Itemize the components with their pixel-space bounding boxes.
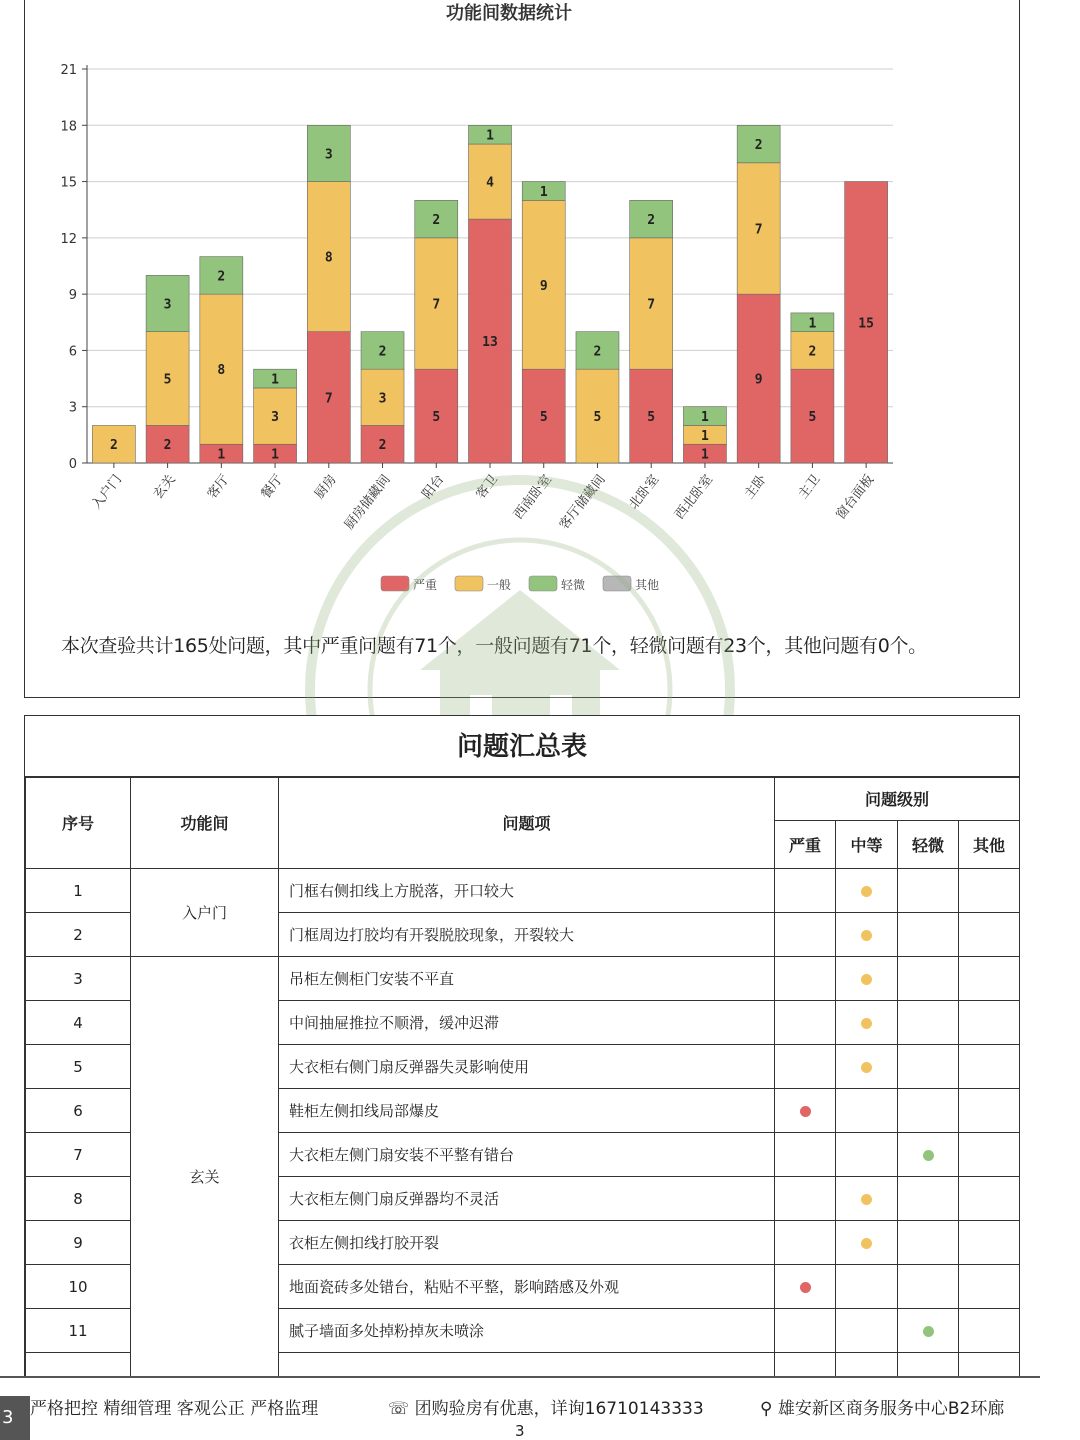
bar-value-label: 3 bbox=[271, 410, 279, 426]
legend-label: 轻微 bbox=[561, 578, 586, 592]
bar-value-label: 7 bbox=[432, 297, 441, 313]
bar-value-label: 1 bbox=[271, 447, 279, 463]
issue-description: 大衣柜左侧门扇安装不平整有错台 bbox=[279, 1133, 775, 1177]
level-cell-other bbox=[959, 1045, 1020, 1089]
bar-value-label: 1 bbox=[486, 128, 494, 144]
bar-value-label: 2 bbox=[432, 213, 441, 229]
table-body bbox=[26, 869, 1020, 1378]
row-number: 10 bbox=[26, 1265, 131, 1309]
table-row bbox=[26, 957, 1020, 1001]
stacked-bar-chart bbox=[25, 0, 1019, 697]
x-tick-label: 客卫 bbox=[473, 472, 502, 502]
level-dot-medium bbox=[861, 1062, 872, 1073]
x-tick-label: 客厅 bbox=[204, 472, 233, 502]
level-cell-severe bbox=[775, 913, 836, 957]
level-cell-other bbox=[959, 1265, 1020, 1309]
issue-description: 大衣柜左侧门扇反弹器均不灵活 bbox=[279, 1177, 775, 1221]
level-cell-medium bbox=[836, 1265, 898, 1309]
bar-value-label: 4 bbox=[486, 175, 494, 191]
issue-description: 中间抽屉推拉不顺滑，缓冲迟滞 bbox=[279, 1001, 775, 1045]
legend-label: 其他 bbox=[635, 578, 660, 592]
y-tick-label: 15 bbox=[60, 175, 77, 191]
corner-tab: 3 bbox=[0, 1396, 30, 1440]
level-cell-other bbox=[959, 1133, 1020, 1177]
issue-description: 门框周边打胶均有开裂脱胶现象，开裂较大 bbox=[279, 913, 775, 957]
x-tick-label: 主卧 bbox=[741, 472, 770, 502]
level-cell-medium bbox=[836, 1045, 898, 1089]
level-cell-minor bbox=[898, 869, 959, 913]
legend-label: 一般 bbox=[487, 578, 512, 592]
header-level: 问题级别 bbox=[775, 777, 1020, 821]
level-cell-medium bbox=[836, 1133, 898, 1177]
legend-swatch bbox=[529, 576, 557, 591]
bar-value-label: 9 bbox=[754, 372, 763, 388]
y-tick-label: 12 bbox=[60, 231, 77, 247]
bar-value-label: 5 bbox=[647, 410, 656, 426]
level-cell-severe bbox=[775, 1133, 836, 1177]
level-cell-severe bbox=[775, 1309, 836, 1353]
level-dot-severe bbox=[800, 1282, 811, 1293]
bar-value-label: 15 bbox=[858, 316, 874, 332]
x-tick-label: 北卧室 bbox=[626, 472, 663, 513]
level-cell-other bbox=[959, 1089, 1020, 1133]
bar-value-label: 1 bbox=[701, 428, 709, 444]
empty-cell bbox=[775, 1353, 836, 1378]
x-tick-label: 西北卧室 bbox=[672, 472, 717, 523]
empty-cell bbox=[959, 1353, 1020, 1378]
issue-description: 地面瓷砖多处错台，粘贴不平整，影响踏感及外观 bbox=[279, 1265, 775, 1309]
bar-value-label: 2 bbox=[378, 438, 387, 454]
bar-value-label: 2 bbox=[378, 344, 387, 360]
bar-value-label: 1 bbox=[808, 316, 817, 332]
bar-value-label: 5 bbox=[163, 372, 172, 388]
level-cell-minor bbox=[898, 1001, 959, 1045]
issues-table bbox=[25, 776, 1020, 1377]
issue-description: 大衣柜右侧门扇反弹器失灵影响使用 bbox=[279, 1045, 775, 1089]
level-cell-medium bbox=[836, 1001, 898, 1045]
level-cell-minor bbox=[898, 1177, 959, 1221]
chart-panel bbox=[24, 0, 1020, 698]
level-cell-minor bbox=[898, 1221, 959, 1265]
summary-table-panel bbox=[24, 715, 1020, 1377]
bar-value-label: 3 bbox=[324, 147, 333, 163]
issue-description: 门框右侧扣线上方脱落，开口较大 bbox=[279, 869, 775, 913]
row-number: 8 bbox=[26, 1177, 131, 1221]
header-item: 问题项 bbox=[279, 777, 775, 869]
bar-value-label: 1 bbox=[539, 184, 548, 200]
chart-title: 功能间数据统计 bbox=[446, 3, 572, 24]
header-other: 其他 bbox=[959, 821, 1020, 869]
level-cell-severe bbox=[775, 1001, 836, 1045]
issue-description: 衣柜左侧扣线打胶开裂 bbox=[279, 1221, 775, 1265]
bar-value-label: 1 bbox=[217, 447, 226, 463]
footer-divider bbox=[0, 1376, 1040, 1378]
row-number: 4 bbox=[26, 1001, 131, 1045]
bar-value-label: 7 bbox=[754, 222, 763, 238]
level-cell-medium bbox=[836, 1309, 898, 1353]
header-no: 序号 bbox=[26, 777, 131, 869]
level-cell-medium bbox=[836, 1089, 898, 1133]
level-dot-medium bbox=[861, 1018, 872, 1029]
room-name: 玄关 bbox=[131, 957, 279, 1378]
level-cell-severe bbox=[775, 1045, 836, 1089]
x-tick-label: 厨房储藏间 bbox=[341, 472, 394, 533]
y-tick-label: 3 bbox=[68, 400, 77, 416]
level-cell-severe bbox=[775, 869, 836, 913]
level-cell-other bbox=[959, 1309, 1020, 1353]
level-dot-medium bbox=[861, 1238, 872, 1249]
bar-value-label: 2 bbox=[808, 344, 817, 360]
bar-value-label: 5 bbox=[539, 410, 548, 426]
x-tick-label: 玄关 bbox=[150, 472, 179, 502]
bar-value-label: 2 bbox=[217, 269, 226, 285]
summary-text: 本次查验共计165处问题，其中严重问题有71个，一般问题有71个，轻微问题有23个，其他问题有0个。 bbox=[61, 635, 927, 657]
bar-value-label: 5 bbox=[432, 410, 441, 426]
level-dot-medium bbox=[861, 1194, 872, 1205]
bar-value-label: 2 bbox=[163, 438, 172, 454]
legend-label: 严重 bbox=[413, 578, 438, 592]
empty-cell bbox=[836, 1353, 898, 1378]
row-number: 6 bbox=[26, 1089, 131, 1133]
level-cell-other bbox=[959, 1001, 1020, 1045]
phone-icon: ☏ bbox=[388, 1399, 410, 1419]
level-cell-other bbox=[959, 957, 1020, 1001]
footer-slogan: 严格把控 精细管理 客观公正 严格监理 bbox=[30, 1399, 319, 1419]
row-number: 9 bbox=[26, 1221, 131, 1265]
level-cell-minor bbox=[898, 1089, 959, 1133]
bar-value-label: 5 bbox=[808, 410, 817, 426]
level-cell-medium bbox=[836, 1177, 898, 1221]
level-dot-medium bbox=[861, 886, 872, 897]
bar-value-label: 8 bbox=[324, 250, 333, 266]
level-cell-severe bbox=[775, 1089, 836, 1133]
level-cell-severe bbox=[775, 1221, 836, 1265]
row-number: 7 bbox=[26, 1133, 131, 1177]
level-dot-medium bbox=[861, 930, 872, 941]
level-cell-minor bbox=[898, 1045, 959, 1089]
y-tick-label: 9 bbox=[68, 288, 77, 304]
level-dot-minor bbox=[923, 1150, 934, 1161]
level-dot-severe bbox=[800, 1106, 811, 1117]
bar-value-label: 5 bbox=[593, 410, 602, 426]
level-cell-medium bbox=[836, 913, 898, 957]
bar-value-label: 2 bbox=[754, 138, 763, 154]
bar-value-label: 3 bbox=[378, 391, 387, 407]
header-severe: 严重 bbox=[775, 821, 836, 869]
bar-value-label: 2 bbox=[593, 344, 602, 360]
bar-value-label: 7 bbox=[324, 391, 333, 407]
y-tick-label: 18 bbox=[60, 119, 77, 135]
level-cell-other bbox=[959, 869, 1020, 913]
bar-value-label: 1 bbox=[271, 372, 279, 388]
level-cell-other bbox=[959, 1177, 1020, 1221]
y-tick-label: 21 bbox=[60, 63, 77, 78]
bar-value-label: 2 bbox=[109, 438, 118, 454]
x-tick-label: 入户门 bbox=[89, 472, 126, 513]
x-tick-label: 餐厅 bbox=[258, 472, 287, 502]
header-room: 功能间 bbox=[131, 777, 279, 869]
bar-value-label: 13 bbox=[482, 335, 498, 351]
legend-swatch bbox=[603, 576, 631, 591]
y-tick-label: 6 bbox=[68, 344, 77, 360]
bar-value-label: 1 bbox=[701, 447, 709, 463]
row-number: 3 bbox=[26, 957, 131, 1001]
x-tick-label: 客厅储藏间 bbox=[556, 472, 609, 533]
footer-address-block bbox=[760, 1394, 1004, 1419]
page-number: 3 bbox=[515, 1422, 525, 1440]
location-pin-icon: ⚲ bbox=[760, 1399, 773, 1419]
bar-value-label: 9 bbox=[539, 278, 548, 294]
row-number: 5 bbox=[26, 1045, 131, 1089]
room-name: 入户门 bbox=[131, 869, 279, 957]
level-cell-minor bbox=[898, 913, 959, 957]
x-tick-label: 厨房 bbox=[312, 472, 340, 502]
level-cell-severe bbox=[775, 1177, 836, 1221]
header-medium: 中等 bbox=[836, 821, 898, 869]
level-cell-other bbox=[959, 1221, 1020, 1265]
footer-address: 雄安新区商务服务中心B2环廊 bbox=[777, 1399, 1005, 1419]
y-tick-label: 0 bbox=[68, 457, 77, 472]
bar-value-label: 2 bbox=[647, 213, 656, 229]
issue-description: 腻子墙面多处掉粉掉灰未喷涂 bbox=[279, 1309, 775, 1353]
level-cell-medium bbox=[836, 957, 898, 1001]
level-cell-medium bbox=[836, 1221, 898, 1265]
x-tick-label: 主卫 bbox=[795, 472, 824, 502]
level-cell-minor bbox=[898, 1309, 959, 1353]
row-number: 2 bbox=[26, 913, 131, 957]
issue-description: 鞋柜左侧扣线局部爆皮 bbox=[279, 1089, 775, 1133]
x-tick-label: 西南卧室 bbox=[511, 472, 555, 523]
header-minor: 轻微 bbox=[898, 821, 959, 869]
x-tick-label: 窗台面板 bbox=[833, 472, 878, 523]
bar-value-label: 1 bbox=[701, 410, 709, 426]
legend-swatch bbox=[381, 576, 409, 591]
footer-phone: 团购验房有优惠，详询16710143333 bbox=[414, 1399, 704, 1419]
row-number: 1 bbox=[26, 869, 131, 913]
table-title: 问题汇总表 bbox=[25, 716, 1019, 778]
footer-phone-block bbox=[388, 1394, 704, 1419]
level-dot-minor bbox=[923, 1326, 934, 1337]
level-cell-severe bbox=[775, 957, 836, 1001]
bar-value-label: 8 bbox=[217, 363, 226, 379]
empty-cell bbox=[898, 1353, 959, 1378]
level-cell-medium bbox=[836, 869, 898, 913]
empty-cell bbox=[279, 1353, 775, 1378]
empty-cell bbox=[26, 1353, 131, 1378]
level-cell-severe bbox=[775, 1265, 836, 1309]
table-row bbox=[26, 869, 1020, 913]
level-cell-other bbox=[959, 913, 1020, 957]
level-dot-medium bbox=[861, 974, 872, 985]
issue-description: 吊柜左侧柜门安装不平直 bbox=[279, 957, 775, 1001]
x-tick-label: 阳台 bbox=[419, 472, 448, 502]
legend-swatch bbox=[455, 576, 483, 591]
bar-value-label: 7 bbox=[647, 297, 656, 313]
row-number: 11 bbox=[26, 1309, 131, 1353]
level-cell-minor bbox=[898, 1133, 959, 1177]
level-cell-minor bbox=[898, 957, 959, 1001]
bar-value-label: 3 bbox=[163, 297, 172, 313]
level-cell-minor bbox=[898, 1265, 959, 1309]
